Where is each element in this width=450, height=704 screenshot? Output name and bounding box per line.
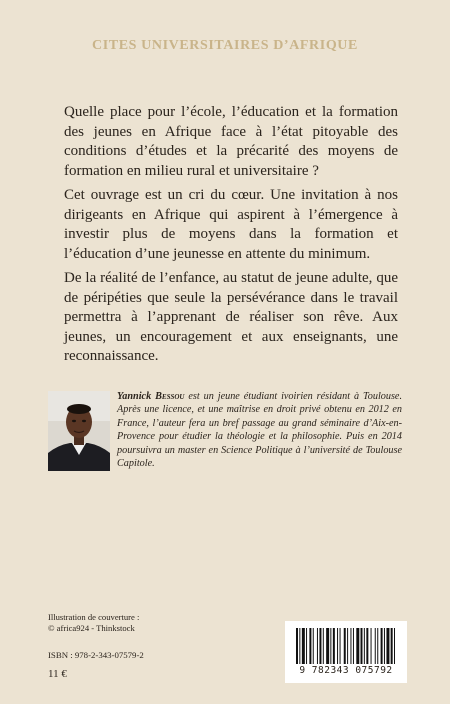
cover-credits xyxy=(48,612,139,634)
series-title: CITES UNIVERSITAIRES D’AFRIQUE xyxy=(92,38,358,53)
isbn: ISBN : 978-2-343-07579-2 xyxy=(48,650,144,660)
blurb-paragraph-1: Quelle place pour l’école, l’éducation et la formation des jeunes en Afrique face à l’état pitoyable des conditions d’études et la précarité des moyens de formation en milieu rural et universitaire ? xyxy=(64,104,398,179)
blurb-paragraph-3: De la réalité de l’enfance, au statut de jeune adulte, que de péripéties que seule la persévérance dans le travail permettra à l’apprenant de réaliser son rêve. Aux jeunes, un encouragement et aux enseignants, une reconnaissance. xyxy=(64,270,398,364)
author-bio-text: est un jeune étudiant ivoirien résidant à Toulouse. Après une licence, et une maîtrise en droit privé obtenu en 2012 en France, l’auteur fera un bref passage au grand séminaire d’Aix-en-Provence pour étudier la théologie et la philosophie. Puis en 2014 poursuivra un master en Science Politique à l’université de Toulouse Capitole. xyxy=(117,391,402,470)
barcode-bars xyxy=(295,628,397,666)
author-photo xyxy=(48,391,110,471)
author-bio xyxy=(117,390,402,470)
author-last-name: Bessou xyxy=(155,391,185,402)
blurb-paragraph-2: Cet ouvrage est un cri du cœur. Une invitation à nos dirigeants en Afrique qui aspirent à l’émergence à investir plus de moyens dans la formation et l’éducation d’une jeunesse en attente du minimum. xyxy=(64,187,398,262)
credits-line-2: © africa924 - Thinkstock xyxy=(48,623,135,633)
credits-line-1: Illustration de couverture : xyxy=(48,612,140,622)
author-first-name: Yannick xyxy=(117,391,152,402)
price: 11 € xyxy=(48,668,67,680)
back-cover-blurb xyxy=(64,103,398,372)
barcode-digits: 9 782343 075792 xyxy=(299,665,393,676)
barcode xyxy=(285,621,407,683)
